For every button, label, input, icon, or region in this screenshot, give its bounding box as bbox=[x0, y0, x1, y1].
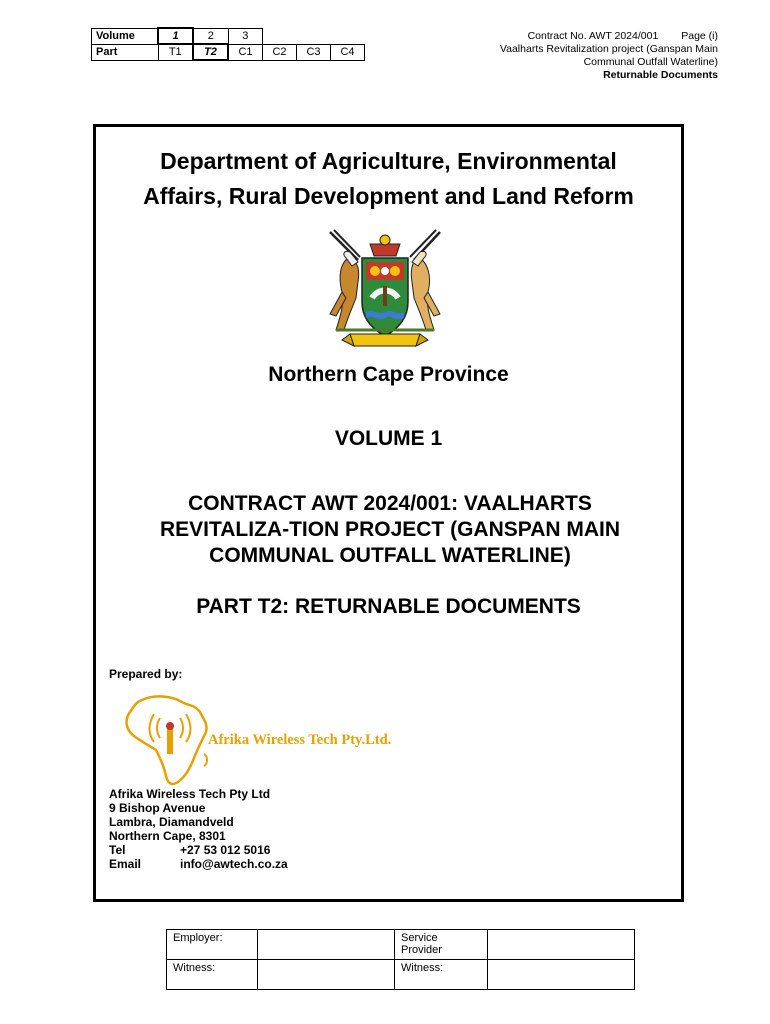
coat-of-arms-icon bbox=[300, 222, 470, 352]
volume-row bbox=[92, 28, 365, 44]
part-c1-cell: C1 bbox=[228, 44, 263, 60]
project-line-2: Communal Outfall Waterline) bbox=[583, 56, 718, 68]
company-name: Afrika Wireless Tech Pty Ltd bbox=[109, 787, 271, 801]
prepared-by-label: Prepared by: bbox=[109, 667, 183, 681]
service-provider-label: Service Provider bbox=[395, 930, 488, 960]
witness-signature-field-2[interactable] bbox=[488, 960, 635, 990]
email-value: info@awtech.co.za bbox=[180, 857, 288, 871]
email-label: Email bbox=[109, 857, 142, 871]
department-title: Department of Agriculture, Environmental Affairs, Rural Development and Land Reform bbox=[143, 148, 634, 209]
address-suburb: Lambra, Diamandveld bbox=[109, 815, 234, 829]
telephone-label: Tel bbox=[109, 843, 126, 857]
telephone-row bbox=[109, 843, 288, 857]
telephone-value: +27 53 012 5016 bbox=[180, 843, 271, 857]
employer-signature-field[interactable] bbox=[258, 930, 395, 960]
part-c2-cell: C2 bbox=[263, 44, 297, 60]
section-title: Returnable Documents bbox=[603, 69, 718, 81]
signature-row-2 bbox=[167, 960, 635, 990]
part-c4-cell: C4 bbox=[331, 44, 365, 60]
signature-row-1 bbox=[167, 930, 635, 960]
project-line-1: Vaalharts Revitalization project (Ganspan Main bbox=[499, 43, 718, 55]
province-title: Northern Cape Province bbox=[268, 363, 509, 386]
volume-title: VOLUME 1 bbox=[334, 427, 443, 450]
volume-part-table bbox=[91, 27, 365, 61]
part-c3-cell: C3 bbox=[297, 44, 331, 60]
volume-1-cell: 1 bbox=[158, 28, 193, 44]
signature-table bbox=[166, 929, 635, 990]
company-address bbox=[109, 787, 288, 871]
email-row bbox=[109, 857, 288, 871]
address-province: Northern Cape, 8301 bbox=[109, 829, 226, 843]
part-row bbox=[92, 44, 365, 60]
contract-title: CONTRACT AWT 2024/001: VAALHARTS REVITALIZA-TION PROJECT (GANSPAN MAIN COMMUNAL OUTFALL WATERLINE) bbox=[159, 492, 621, 567]
document-header bbox=[500, 30, 718, 82]
volume-2-cell: 2 bbox=[193, 28, 228, 44]
witness-signature-field-1[interactable] bbox=[258, 960, 395, 990]
part-t1-cell: T1 bbox=[158, 44, 193, 60]
witness-label-2: Witness: bbox=[395, 960, 488, 990]
page-number: Page (i) bbox=[681, 30, 718, 42]
contract-number-line bbox=[500, 30, 718, 43]
cover-box bbox=[93, 124, 684, 902]
part-label: Part bbox=[92, 44, 159, 60]
address-street: 9 Bishop Avenue bbox=[109, 801, 206, 815]
witness-label-1: Witness: bbox=[167, 960, 258, 990]
part-t2-cell: T2 bbox=[193, 44, 228, 60]
volume-3-cell: 3 bbox=[228, 28, 263, 44]
company-logo-text: Afrika Wireless Tech Pty.Ltd. bbox=[208, 732, 392, 748]
employer-label: Employer: bbox=[167, 930, 258, 960]
contract-number: Contract No. AWT 2024/001 bbox=[527, 30, 659, 42]
volume-label: Volume bbox=[92, 28, 159, 44]
part-title: PART T2: RETURNABLE DOCUMENTS bbox=[196, 595, 581, 618]
service-provider-signature-field[interactable] bbox=[488, 930, 635, 960]
